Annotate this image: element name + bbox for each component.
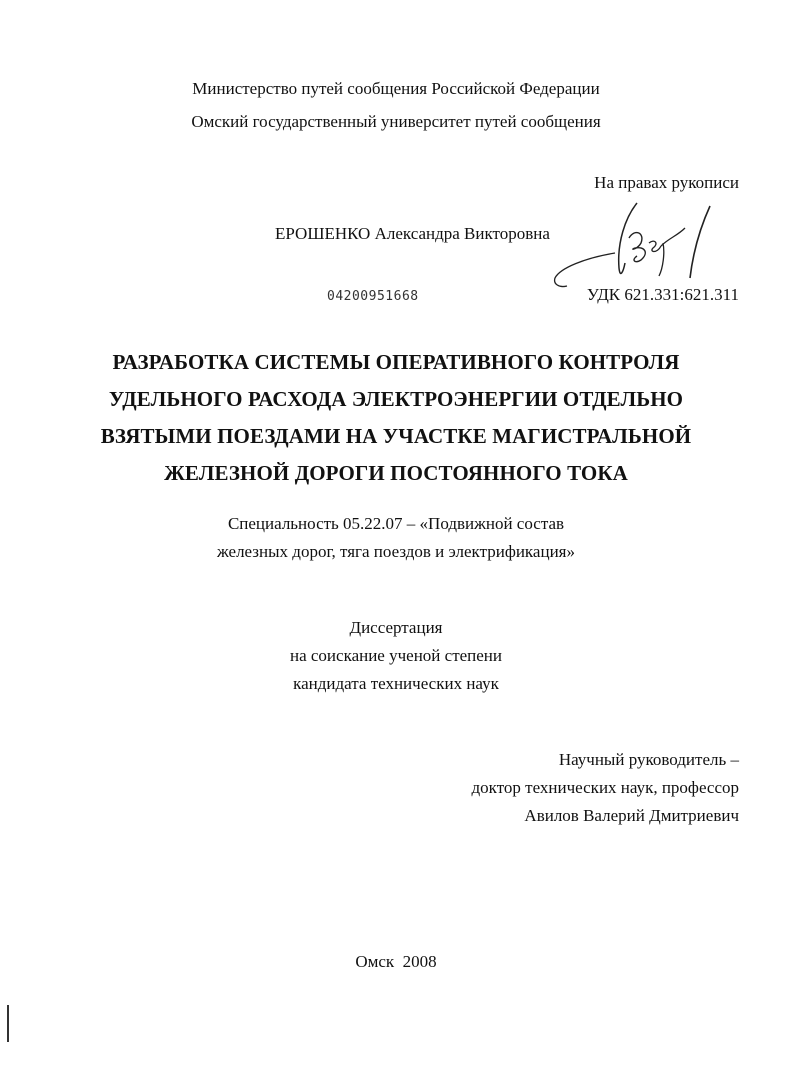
supervisor-degree: доктор технических наук, профессор: [471, 778, 739, 797]
university-line: Омский государственный университет путей сообщения: [191, 112, 601, 131]
specialty-line: железных дорог, тяга поездов и электрификация»: [217, 542, 575, 561]
ministry-line: Министерство путей сообщения Российской Федерации: [192, 79, 600, 98]
title-line: УДЕЛЬНОГО РАСХОДА ЭЛЕКТРОЭНЕРГИИ ОТДЕЛЬНО: [108, 387, 684, 411]
city-year: Омск 2008: [355, 952, 437, 971]
archive-number: 04200951668: [327, 289, 419, 304]
degree-line: кандидата технических наук: [293, 674, 499, 693]
degree-line: Диссертация: [349, 618, 443, 637]
title-line: ВЗЯТЫМИ ПОЕЗДАМИ НА УЧАСТКЕ МАГИСТРАЛЬНОЙ: [100, 424, 692, 448]
signature-icon: [545, 198, 715, 293]
scan-mark: [7, 1005, 9, 1042]
degree-line: на соискание ученой степени: [289, 646, 503, 665]
specialty-line: Специальность 05.22.07 – «Подвижной состав: [227, 514, 565, 533]
manuscript-note: На правах рукописи: [594, 173, 739, 192]
supervisor-block: [472, 746, 739, 830]
dissertation-title: [0, 344, 792, 492]
supervisor-role: Научный руководитель –: [558, 750, 739, 769]
title-line: РАЗРАБОТКА СИСТЕМЫ ОПЕРАТИВНОГО КОНТРОЛЯ: [112, 350, 680, 374]
specialty-block: [0, 510, 792, 566]
degree-block: [0, 614, 792, 698]
author-name: ЕРОШЕНКО Александра Викторовна: [275, 224, 550, 243]
title-line: ЖЕЛЕЗНОЙ ДОРОГИ ПОСТОЯННОГО ТОКА: [164, 461, 628, 485]
supervisor-name: Авилов Валерий Дмитриевич: [524, 806, 739, 825]
udc-code: УДК 621.331:621.311: [586, 285, 739, 304]
